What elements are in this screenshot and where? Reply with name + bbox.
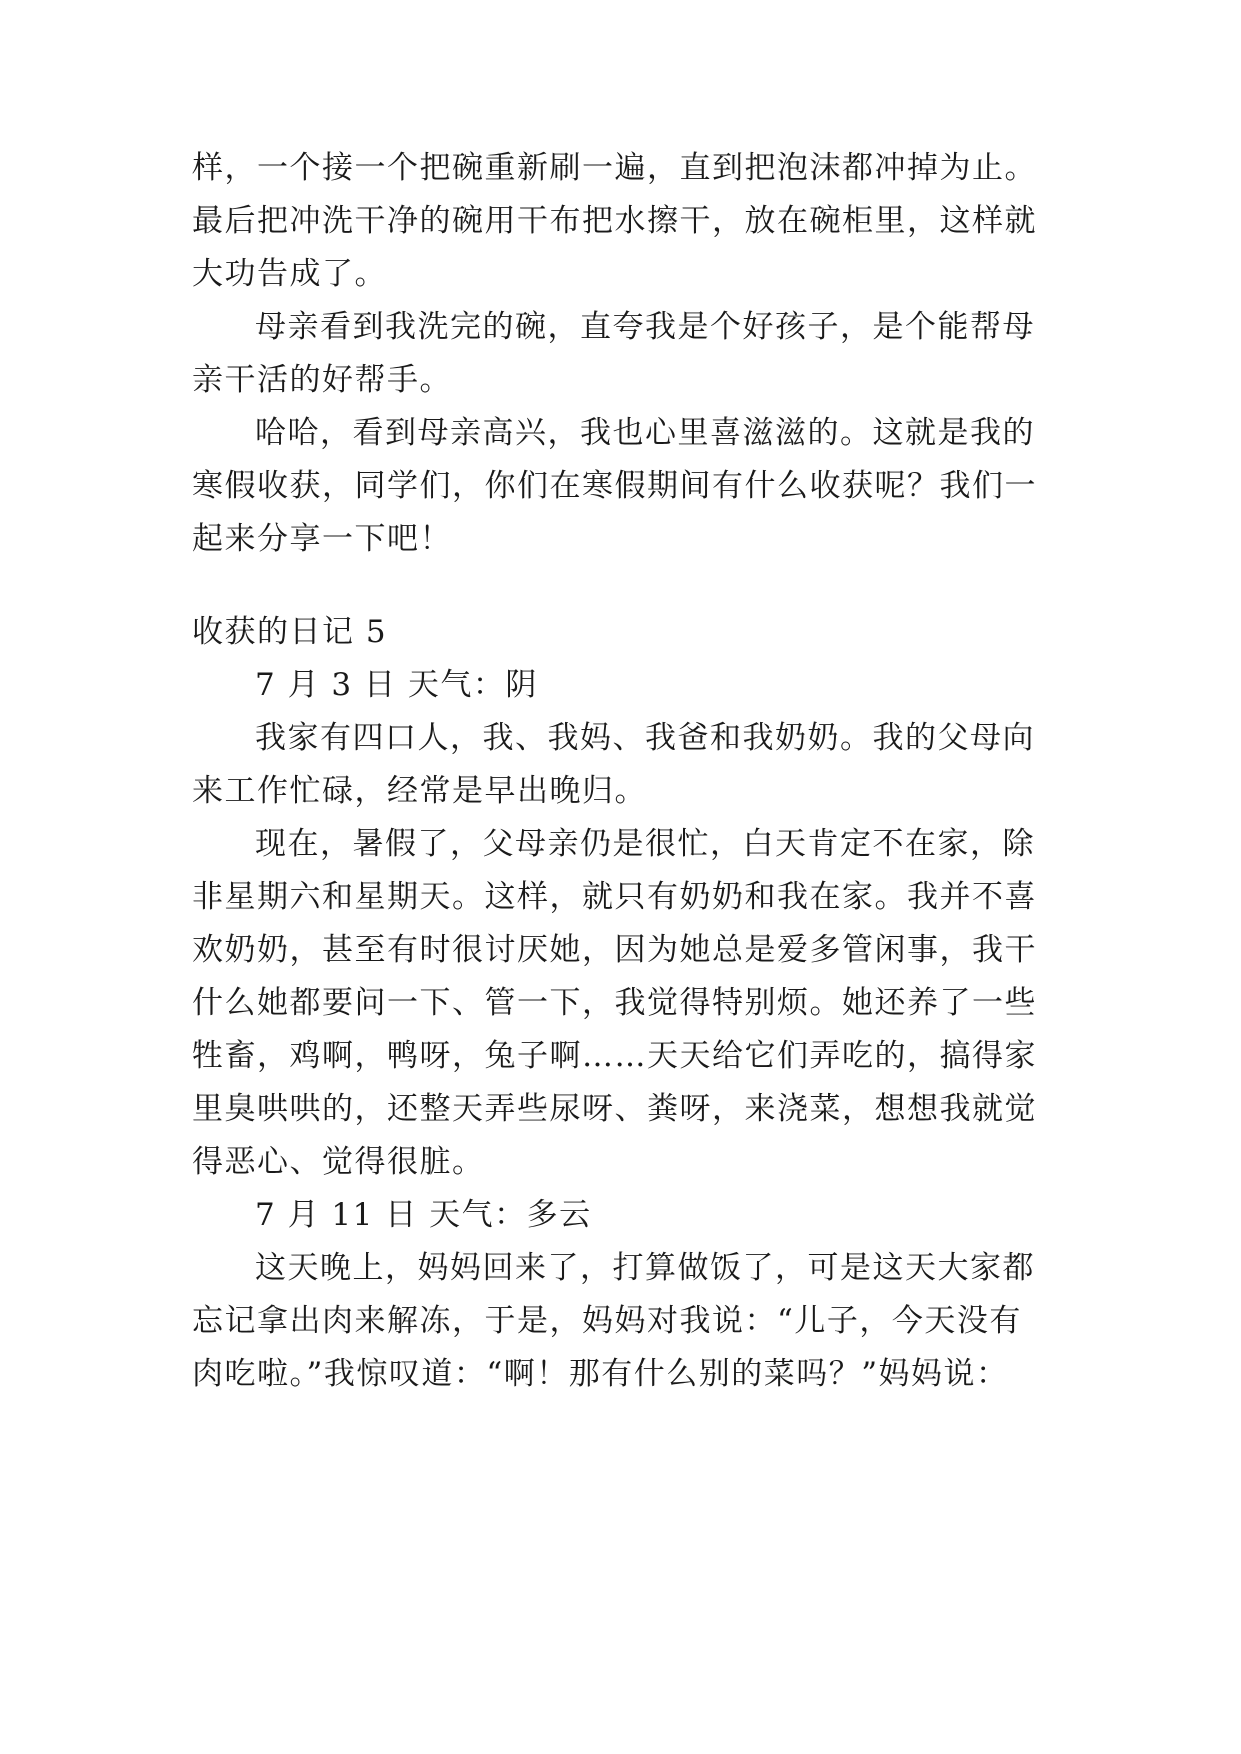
text-line: 大功告成了。: [192, 256, 387, 292]
text-line: 得恶心、觉得很脏。: [192, 1144, 485, 1180]
paragraph-first-line: 我家有四口人，我、我妈、我爸和我奶奶。我的父母向: [255, 720, 1035, 756]
text-line: 肉吃啦。”我惊叹道：“啊！那有什么别的菜吗？”妈妈说：: [192, 1356, 1009, 1392]
text-line: 欢奶奶，甚至有时很讨厌她，因为她总是爱多管闲事，我干: [192, 932, 1037, 968]
text-line: 来工作忙碌，经常是早出晚归。: [192, 773, 647, 809]
text-line: 非星期六和星期天。这样，就只有奶奶和我在家。我并不喜: [192, 879, 1037, 915]
diary-date: 7 月 3 日 天气：阴: [255, 667, 538, 703]
text-line: 起来分享一下吧！: [192, 521, 452, 557]
paragraph-first-line: 这天晚上，妈妈回来了，打算做饭了，可是这天大家都: [255, 1250, 1035, 1286]
paragraph-first-line: 母亲看到我洗完的碗，直夸我是个好孩子，是个能帮母: [255, 309, 1035, 345]
paragraph-first-line: 哈哈，看到母亲高兴，我也心里喜滋滋的。这就是我的: [255, 415, 1035, 451]
text-line: 亲干活的好帮手。: [192, 362, 452, 398]
text-line: 里臭哄哄的，还整天弄些尿呀、粪呀，来浇菜，想想我就觉: [192, 1091, 1037, 1127]
text-line: 寒假收获，同学们，你们在寒假期间有什么收获呢？我们一: [192, 468, 1037, 504]
diary-date: 7 月 11 日 天气：多云: [255, 1197, 592, 1233]
text-line: 样，一个接一个把碗重新刷一遍，直到把泡沫都冲掉为止。: [192, 150, 1037, 186]
text-line: 忘记拿出肉来解冻，于是，妈妈对我说：“儿子，今天没有: [192, 1303, 1022, 1339]
text-line: 牲畜，鸡啊，鸭呀，兔子啊……天天给它们弄吃的，搞得家: [192, 1038, 1037, 1074]
text-line: 最后把冲洗干净的碗用干布把水擦干，放在碗柜里，这样就: [192, 203, 1037, 239]
paragraph-first-line: 现在，暑假了，父母亲仍是很忙，白天肯定不在家，除: [255, 826, 1035, 862]
text-line: 什么她都要问一下、管一下，我觉得特别烦。她还养了一些: [192, 985, 1037, 1021]
section-title: 收获的日记 5: [192, 614, 388, 650]
